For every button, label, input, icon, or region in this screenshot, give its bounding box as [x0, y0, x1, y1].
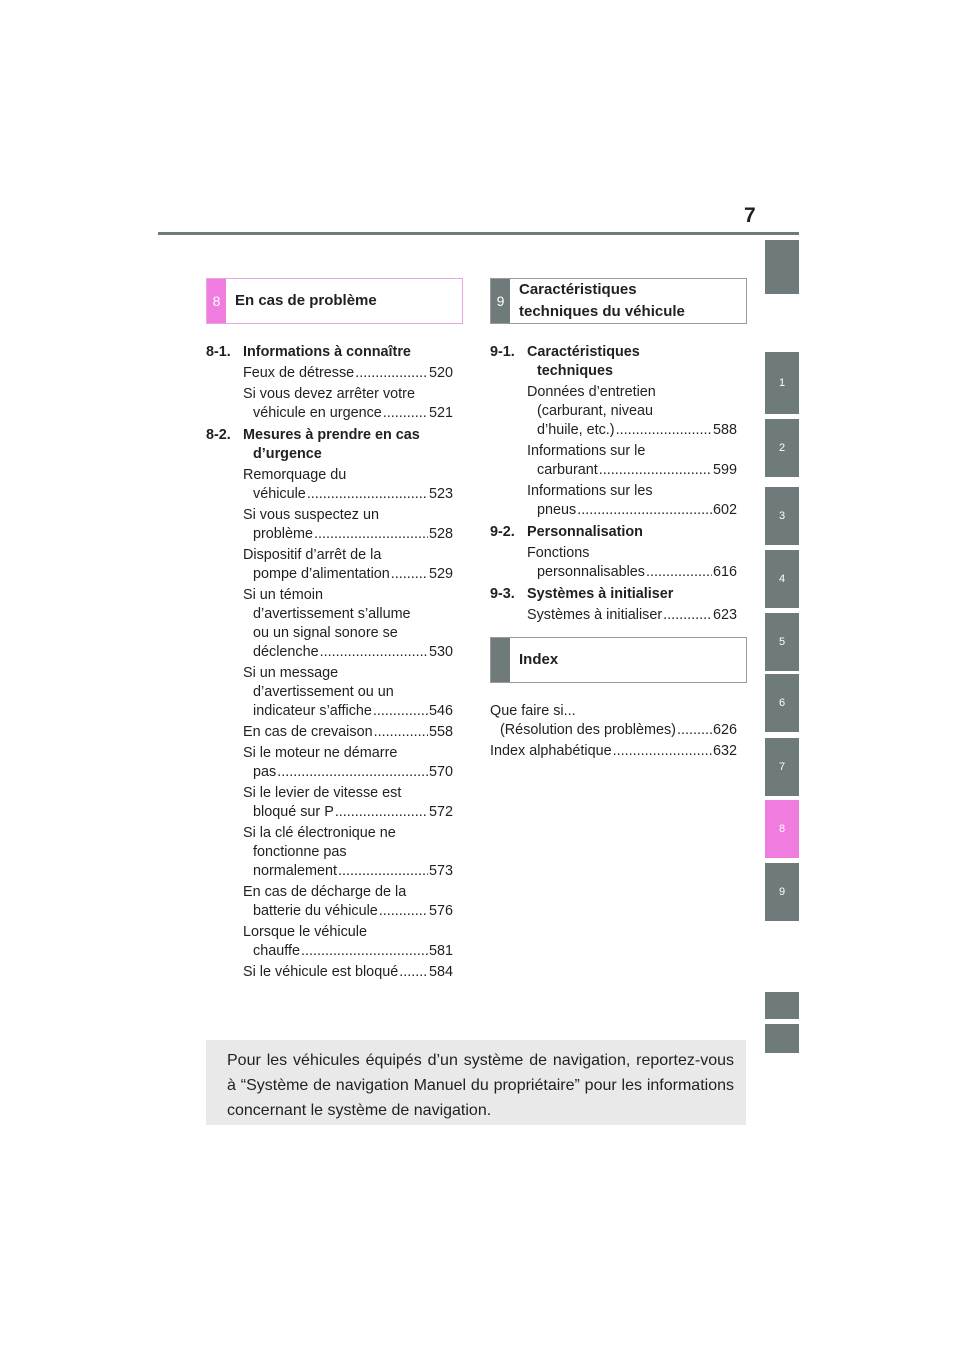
toc-entry[interactable]	[527, 383, 737, 440]
toc-group-title: Caractéristiques	[527, 344, 640, 360]
toc-entry-text: Systèmes à initialiser	[527, 607, 663, 623]
toc-entry[interactable]	[243, 385, 453, 423]
toc-entry-text: fonctionne pas	[253, 844, 347, 860]
navigation-note: Pour les véhicules équipés d’un système de navigation, reportez-vous à “Système de navigation Manuel du propriétaire” pour les informations concernant le système de navigation.	[206, 1040, 746, 1125]
chapter-tab-9[interactable]: 9	[765, 863, 799, 921]
toc-entry[interactable]	[527, 544, 737, 582]
toc-group-number: 9-2.	[490, 524, 515, 540]
leader-dots	[663, 606, 712, 625]
toc-page-number: 588	[712, 422, 737, 438]
toc-entry-text: Si un message	[243, 665, 339, 681]
toc-entry-text: pas	[253, 764, 277, 780]
leader-dots	[599, 461, 712, 480]
blank-tab	[765, 1024, 799, 1053]
toc-entry-text: Feux de détresse	[243, 365, 355, 381]
toc-entry-text: Remorquage du	[243, 467, 347, 483]
toc-group-title: Mesures à prendre en cas	[243, 427, 420, 443]
page-number: 7	[744, 204, 756, 227]
toc-group-number: 9-1.	[490, 344, 515, 360]
toc-entry[interactable]	[527, 442, 737, 480]
toc-entry-text: En cas de crevaison	[243, 724, 373, 740]
toc-group-heading[interactable]	[490, 585, 737, 604]
toc-entry[interactable]	[527, 606, 737, 625]
blank-tab	[765, 240, 799, 294]
index-header	[490, 637, 747, 683]
toc-page-number: 521	[428, 405, 453, 421]
toc-entry-text: Si vous suspectez un	[243, 507, 379, 523]
toc-page-number: 520	[428, 365, 453, 381]
toc-entry-text: En cas de décharge de la	[243, 884, 407, 900]
chapter-tab-6[interactable]: 6	[765, 674, 799, 732]
toc-page-number: 599	[712, 462, 737, 478]
blank-tab	[765, 992, 799, 1019]
toc-page-number: 546	[428, 703, 453, 719]
toc-entry-text: déclenche	[253, 644, 319, 660]
toc-page-number: 576	[428, 903, 453, 919]
toc-group-number: 8-2.	[206, 427, 231, 443]
leader-dots	[677, 721, 712, 740]
section-9-title-line: techniques du véhicule	[519, 303, 685, 320]
toc-entry[interactable]	[243, 923, 453, 961]
toc-entry[interactable]	[243, 364, 453, 383]
leader-dots	[379, 902, 428, 921]
toc-page-number: 632	[712, 743, 737, 759]
toc-entry-text: Index alphabétique	[490, 743, 612, 759]
section-8-contents	[206, 340, 453, 982]
toc-entry-text: Si le moteur ne démarre	[243, 745, 398, 761]
chapter-tab-3[interactable]: 3	[765, 487, 799, 545]
section-9-title-line: Caractéristiques	[519, 281, 637, 298]
chapter-tab-8[interactable]: 8	[765, 800, 799, 858]
toc-group-heading[interactable]	[206, 343, 453, 362]
toc-entry-text: d’huile, etc.)	[537, 422, 615, 438]
toc-entry-text: Données d’entretien	[527, 384, 656, 400]
toc-page-number: 573	[428, 863, 453, 879]
toc-entry-text: Si vous devez arrêter votre	[243, 386, 415, 402]
toc-group-number: 9-3.	[490, 586, 515, 602]
toc-page-number: 528	[428, 526, 453, 542]
toc-entry[interactable]	[243, 963, 453, 982]
toc-page-number: 626	[712, 722, 737, 738]
section-8-number: 8	[207, 279, 226, 323]
toc-entry-text: problème	[253, 526, 313, 542]
leader-dots	[320, 643, 428, 662]
toc-page-number: 616	[712, 564, 737, 580]
toc-entry[interactable]	[527, 482, 737, 520]
toc-entry-text: véhicule	[253, 486, 306, 502]
section-9-header	[490, 278, 747, 324]
toc-group-title: techniques	[537, 363, 613, 379]
leader-dots	[383, 404, 428, 423]
leader-dots	[307, 485, 428, 504]
toc-entry[interactable]	[243, 664, 453, 721]
toc-page-number: 602	[712, 502, 737, 518]
section-8-header	[206, 278, 463, 324]
toc-page-number: 572	[428, 804, 453, 820]
header-rule	[158, 232, 799, 235]
toc-entry-text: d’avertissement ou un	[253, 684, 394, 700]
toc-entry-text: indicateur s’affiche	[253, 703, 372, 719]
toc-page-number: 623	[712, 607, 737, 623]
toc-entry-text: chauffe	[253, 943, 300, 959]
leader-dots	[613, 742, 712, 761]
toc-group-number: 8-1.	[206, 344, 231, 360]
toc-entry[interactable]	[243, 744, 453, 782]
toc-entry-text: personnalisables	[537, 564, 646, 580]
toc-entry-text: Dispositif d’arrêt de la	[243, 547, 382, 563]
toc-entry-text: Si la clé électronique ne	[243, 825, 396, 841]
leader-dots	[391, 565, 428, 584]
toc-entry-text: carburant	[537, 462, 598, 478]
toc-entry-text: Si le véhicule est bloqué	[243, 964, 399, 980]
toc-entry[interactable]	[243, 546, 453, 584]
leader-dots	[373, 702, 428, 721]
toc-page-number: 570	[428, 764, 453, 780]
chapter-tab-7[interactable]: 7	[765, 738, 799, 796]
chapter-tab-4[interactable]: 4	[765, 550, 799, 608]
section-9-contents	[490, 340, 737, 625]
leader-dots	[335, 803, 428, 822]
section-9-number: 9	[491, 279, 510, 323]
toc-group-heading[interactable]	[490, 343, 737, 381]
index-title: Index	[519, 651, 559, 668]
toc-group-heading[interactable]	[206, 426, 453, 464]
chapter-tab-2[interactable]: 2	[765, 419, 799, 477]
leader-dots	[616, 421, 712, 440]
toc-group-title: Personnalisation	[527, 524, 643, 540]
toc-entry-text: bloqué sur P	[253, 804, 334, 820]
toc-entry-text: Fonctions	[527, 545, 590, 561]
toc-page-number: 530	[428, 644, 453, 660]
toc-entry-text: ou un signal sonore se	[253, 625, 398, 641]
toc-page-number: 581	[428, 943, 453, 959]
toc-entry-text: pompe d’alimentation	[253, 566, 390, 582]
toc-entry[interactable]	[243, 723, 453, 742]
toc-entry-text: pneus	[537, 502, 577, 518]
leader-dots	[277, 763, 428, 782]
toc-entry-text: Si un témoin	[243, 587, 323, 603]
toc-group-title: Informations à connaître	[243, 344, 411, 360]
toc-page-number: 584	[428, 964, 453, 980]
toc-entry[interactable]	[243, 824, 453, 881]
section-8-title: En cas de problème	[235, 292, 377, 309]
toc-entry[interactable]	[490, 702, 737, 740]
toc-entry-text: d’avertissement s’allume	[253, 606, 411, 622]
leader-dots	[374, 723, 428, 742]
index-marker	[491, 638, 510, 682]
toc-page-number: 558	[428, 724, 453, 740]
leader-dots	[355, 364, 428, 383]
leader-dots	[577, 501, 712, 520]
chapter-tab-1[interactable]: 1	[765, 352, 799, 414]
toc-entry-text: batterie du véhicule	[253, 903, 378, 919]
toc-entry-text: Que faire si...	[490, 703, 576, 719]
toc-entry-text: (carburant, niveau	[537, 403, 653, 419]
toc-group-title: d’urgence	[253, 446, 322, 462]
toc-group-title: Systèmes à initialiser	[527, 586, 674, 602]
toc-group-heading[interactable]	[490, 523, 737, 542]
toc-entry[interactable]	[243, 784, 453, 822]
toc-entry[interactable]	[243, 506, 453, 544]
toc-entry-text: véhicule en urgence	[253, 405, 382, 421]
leader-dots	[314, 525, 428, 544]
toc-entry[interactable]	[490, 742, 737, 761]
leader-dots	[399, 963, 428, 982]
toc-entry-text: (Résolution des problèmes)	[500, 722, 676, 738]
toc-entry-text: normalement	[253, 863, 337, 879]
toc-entry-text: Informations sur les	[527, 483, 653, 499]
leader-dots	[338, 862, 428, 881]
section-9-title	[519, 279, 685, 323]
toc-entry[interactable]	[243, 466, 453, 504]
chapter-tab-5[interactable]: 5	[765, 613, 799, 671]
leader-dots	[646, 563, 712, 582]
toc-entry-text: Informations sur le	[527, 443, 646, 459]
toc-entry[interactable]	[243, 586, 453, 662]
toc-entry-text: Lorsque le véhicule	[243, 924, 367, 940]
index-contents	[490, 700, 737, 761]
leader-dots	[301, 942, 428, 961]
toc-page-number: 529	[428, 566, 453, 582]
toc-entry[interactable]	[243, 883, 453, 921]
toc-entry-text: Si le levier de vitesse est	[243, 785, 402, 801]
toc-page-number: 523	[428, 486, 453, 502]
